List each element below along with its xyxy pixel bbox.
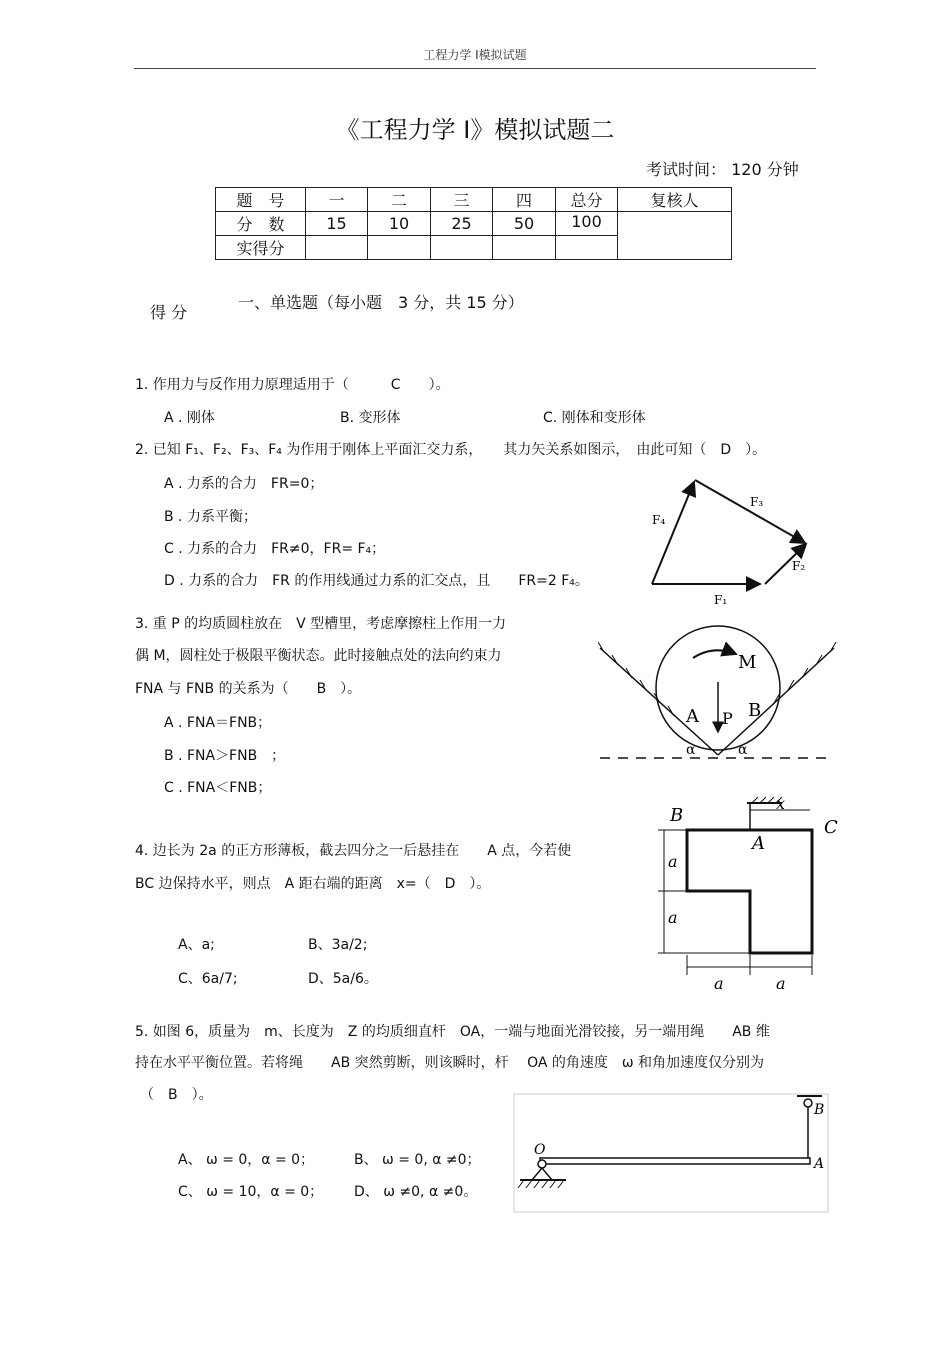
- label-alpha-right: α: [738, 742, 748, 758]
- rod-oa: [540, 1158, 810, 1164]
- l-shaped-plate-figure: [652, 795, 847, 995]
- force-f4-arrow: [652, 482, 694, 584]
- score-cell: 四: [493, 188, 556, 212]
- label-f2: F₂: [792, 559, 806, 573]
- pin-o: [538, 1160, 546, 1168]
- score-cell: 总分: [556, 188, 618, 212]
- score-cell: 一: [306, 188, 368, 212]
- force-polygon-figure: [640, 470, 820, 610]
- label-b: B: [748, 700, 762, 721]
- question-2-option-c: C . 力系的合力 FR≠0，FR= F₄；: [164, 541, 386, 557]
- question-1-stem: 1. 作用力与反作用力原理适用于（ C ）。: [135, 377, 450, 393]
- question-2-option-a: A . 力系的合力 FR=0；: [164, 476, 324, 492]
- score-cell: 10: [368, 212, 431, 236]
- question-4-option-c: C、6a/7;: [178, 971, 238, 987]
- score-cell: [493, 236, 556, 260]
- question-1-option-a: A . 刚体: [164, 410, 215, 426]
- label-a-dim: a: [714, 974, 724, 993]
- score-cell: 复核人: [618, 188, 732, 212]
- label-b: B: [670, 805, 684, 826]
- score-cell: 15: [306, 212, 368, 236]
- score-cell: [556, 236, 618, 260]
- couple-m-arrow: [693, 650, 736, 658]
- score-cell: 50: [493, 212, 556, 236]
- exam-time: 考试时间： 120 分钟: [646, 160, 799, 179]
- question-3-option-c: C . FNA＜FNB；: [164, 780, 272, 796]
- question-5-option-d: D、 ω ≠0, α ≠0。: [354, 1184, 478, 1200]
- score-cell: 三: [431, 188, 493, 212]
- label-p: P: [722, 709, 733, 728]
- question-3-option-a: A . FNA＝FNB；: [164, 715, 272, 731]
- question-5-option-a: A、 ω = 0，α = 0；: [178, 1152, 315, 1168]
- score-cell: 实得分: [216, 236, 306, 260]
- question-1-option-c: C. 刚体和变形体: [543, 410, 646, 426]
- question-4-line-1: 4. 边长为 2a 的正方形薄板，截去四分之一后悬挂在 A 点，今若使: [135, 843, 572, 859]
- question-3-line-1: 3. 重 P 的均质圆柱放在 V 型槽里，考虑摩擦柱上作用一力: [135, 616, 507, 632]
- question-5-option-b: B、 ω = 0, α ≠0；: [354, 1152, 481, 1168]
- score-cell: [306, 236, 368, 260]
- label-x: x: [776, 795, 786, 813]
- section-heading: 一、单选题（每小题 3 分，共 15 分）: [238, 293, 524, 312]
- label-c: C: [824, 817, 838, 838]
- question-3-line-3: FNA 与 FNB 的关系为（ B ）。: [135, 681, 362, 697]
- score-cell: [618, 212, 732, 260]
- label-a-dim: a: [668, 908, 678, 927]
- question-4-option-d: D、5a/6。: [308, 971, 378, 987]
- question-5-option-c: C、 ω = 10，α = 0；: [178, 1184, 324, 1200]
- score-cell: [368, 236, 431, 260]
- question-1-option-b: B. 变形体: [340, 410, 401, 426]
- question-5-line-2: 持在水平平衡位置。若将绳 AB 突然剪断，则该瞬时，杆 OA 的角速度 ω 和角加速度仅分别为: [135, 1055, 765, 1071]
- score-cell: [431, 236, 493, 260]
- label-a-point: A: [752, 833, 765, 854]
- rod-oa-figure: [512, 1092, 832, 1217]
- label-b: B: [814, 1102, 825, 1118]
- label-a-dim: a: [776, 974, 786, 993]
- question-4-option-a: A、a;: [178, 937, 215, 953]
- question-2-option-d: D . 力系的合力 FR 的作用线通过力系的汇交点，且 FR=2 F₄。: [164, 573, 589, 589]
- page-header: 工程力学 Ⅰ模拟试题: [423, 48, 527, 62]
- question-2-stem: 2. 已知 F₁、F₂、F₃、F₄ 为作用于刚体上平面汇交力系， 其力矢关系如图示， 由此可知（ D ）。: [135, 442, 767, 458]
- label-alpha-left: α: [686, 742, 696, 758]
- label-f1: F₁: [714, 593, 728, 607]
- l-shaped-plate: [687, 830, 812, 953]
- exam-title: 《工程力学 Ⅰ》模拟试题二: [335, 116, 615, 144]
- question-3-line-2: 偶 M，圆柱处于极限平衡状态。此时接触点处的法向约束力: [135, 648, 502, 664]
- score-table-row: [216, 212, 732, 236]
- question-3-option-b: B . FNA＞FNB ；: [164, 748, 286, 764]
- force-f3-arrow: [695, 480, 805, 543]
- label-a: A: [686, 706, 699, 727]
- question-4-line-2: BC 边保持水平，则点 A 距右端的距离 x=（ D ）。: [135, 876, 491, 892]
- label-f3: F₃: [750, 495, 764, 509]
- question-2-option-b: B . 力系平衡；: [164, 509, 257, 525]
- score-cell: 25: [431, 212, 493, 236]
- score-cell: 二: [368, 188, 431, 212]
- score-table: [215, 187, 732, 260]
- score-cell: 题 号: [216, 188, 306, 212]
- score-cell: 分 数: [216, 212, 306, 236]
- question-5-line-1: 5. 如图 6，质量为 m、长度为 Z 的均质细直杆 OA，一端与地面光滑铰接，另一端用绳 AB 维: [135, 1024, 770, 1040]
- question-4-option-b: B、3a/2;: [308, 937, 368, 953]
- score-label: 得 分: [150, 303, 188, 322]
- label-f4: F₄: [652, 513, 666, 527]
- label-a-dim: a: [668, 852, 678, 871]
- score-table-row: [216, 188, 732, 212]
- label-m: M: [738, 652, 757, 673]
- label-a: A: [814, 1156, 825, 1172]
- header-rule: [134, 68, 816, 69]
- score-cell: 100: [556, 212, 618, 236]
- v-groove-cylinder-figure: [598, 620, 838, 770]
- label-o: O: [534, 1142, 546, 1158]
- question-5-line-3: （ B ）。: [140, 1087, 213, 1103]
